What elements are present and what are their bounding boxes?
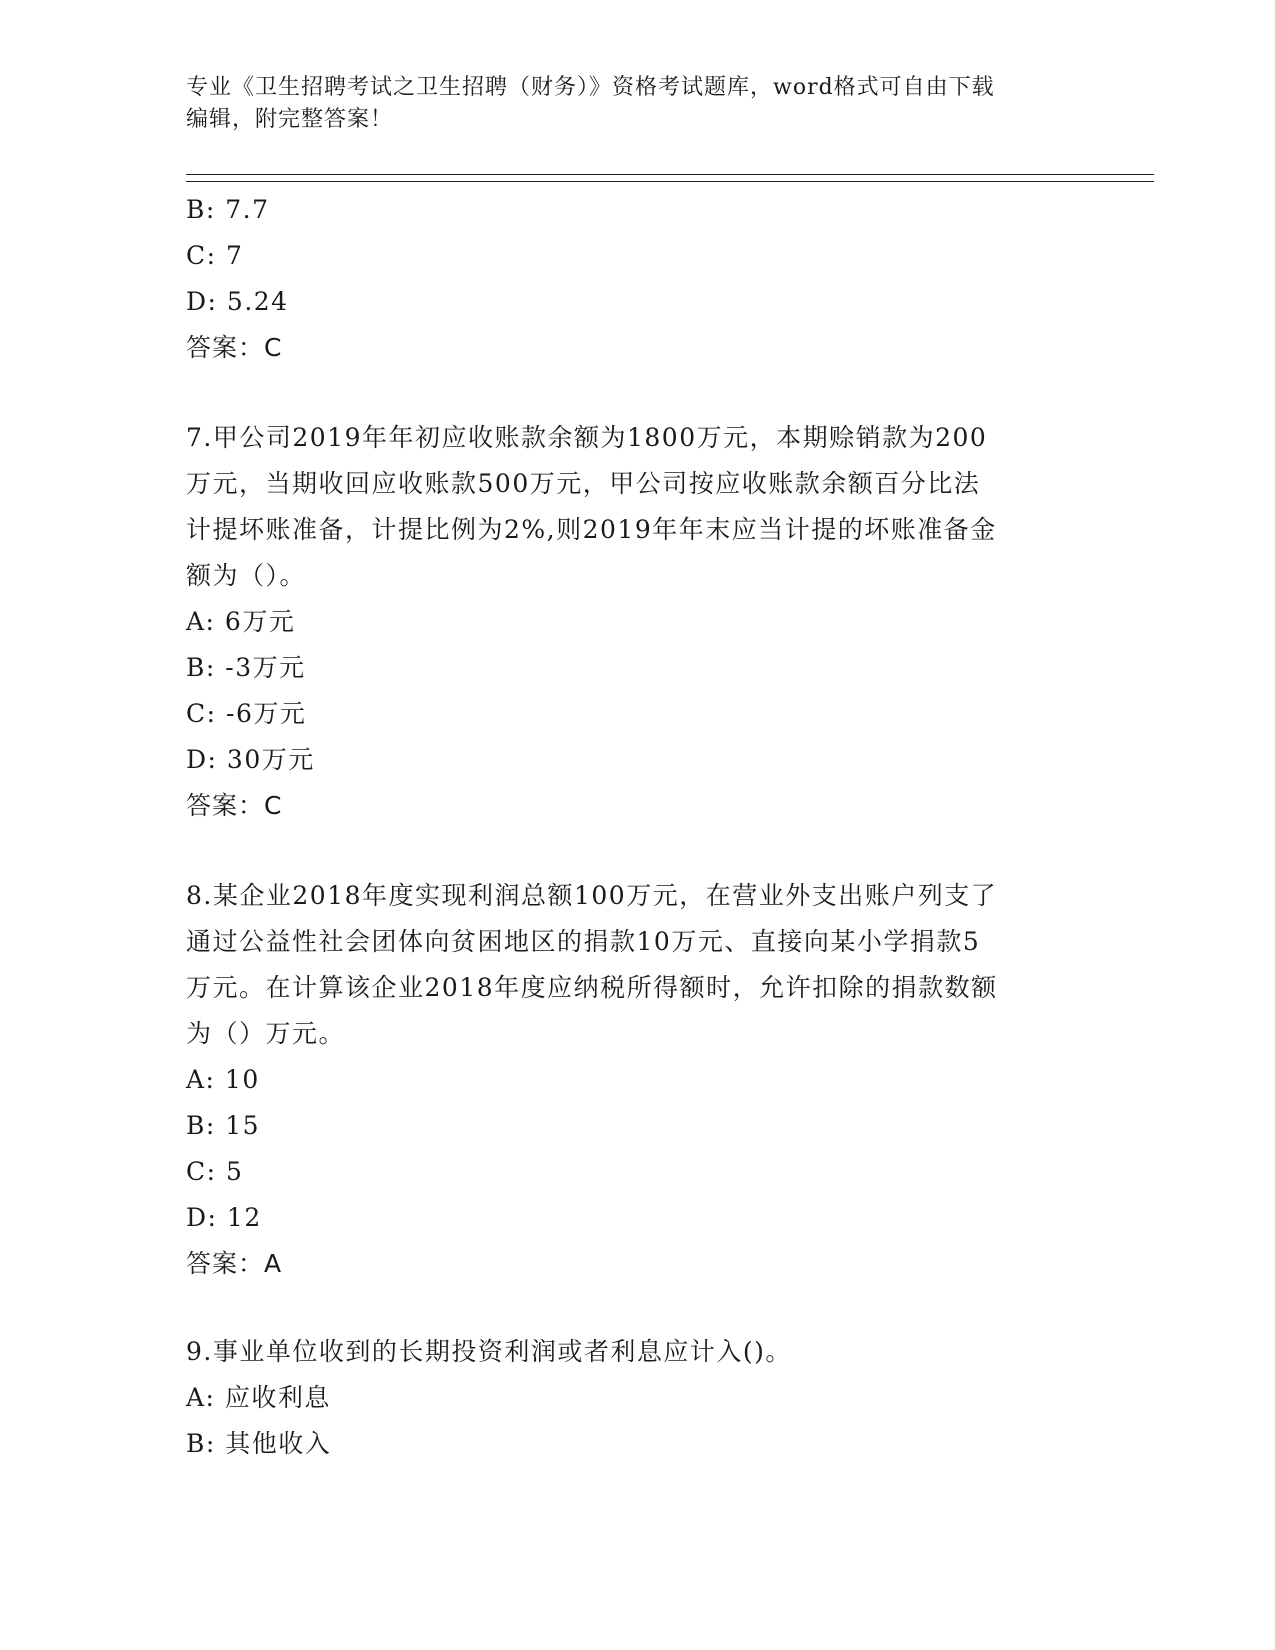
document-header [186, 72, 1066, 136]
option-a: A: 6万元 [186, 607, 296, 636]
option-b: B: 15 [186, 1111, 261, 1140]
option-b: B: 其他收入 [186, 1429, 332, 1458]
question-text-line: 万元，当期收回应收账款500万元，甲公司按应收账款余额百分比法 [186, 469, 981, 498]
question-text-line: 通过公益性社会团体向贫困地区的捐款10万元、直接向某小学捐款5 [186, 927, 981, 956]
question-text-line: 为（）万元。 [186, 1019, 346, 1048]
document-body [186, 187, 1086, 1467]
option-b: B: -3万元 [186, 653, 306, 682]
option-c: C: -6万元 [186, 699, 307, 728]
question-text-line: 计提坏账准备，计提比例为2%,则2019年年末应当计提的坏账准备金 [186, 515, 997, 544]
option-d: D: 5.24 [186, 287, 289, 316]
question-7 [186, 415, 1086, 829]
header-rule-bottom [186, 181, 1154, 182]
header-line-2: 编辑，附完整答案！ [186, 107, 394, 132]
option-a: A: 应收利息 [186, 1383, 331, 1412]
question-text-line: 额为（）。 [186, 561, 307, 590]
option-d: D: 30万元 [186, 745, 315, 774]
header-line-1: 专业《卫生招聘考试之卫生招聘（财务）》资格考试题库，word格式可自由下载 [186, 75, 995, 100]
question-text-line: 9.事业单位收到的长期投资利润或者利息应计入()。 [186, 1337, 792, 1366]
header-rule-top [186, 174, 1154, 175]
question-9 [186, 1329, 1086, 1467]
question-8 [186, 873, 1086, 1287]
question-text-line: 8.某企业2018年度实现利润总额100万元，在营业外支出账户列支了 [186, 881, 998, 910]
previous-question-tail [186, 187, 1086, 371]
option-b: B: 7.7 [186, 195, 270, 224]
answer-line: 答案：C [186, 333, 283, 362]
answer-line: 答案：C [186, 791, 283, 820]
question-text-line: 7.甲公司2019年年初应收账款余额为1800万元，本期赊销款为200 [186, 423, 988, 452]
option-d: D: 12 [186, 1203, 262, 1232]
answer-line: 答案：A [186, 1249, 283, 1278]
option-c: C: 5 [186, 1157, 244, 1186]
option-a: A: 10 [186, 1065, 260, 1094]
question-text-line: 万元。在计算该企业2018年度应纳税所得额时，允许扣除的捐款数额 [186, 973, 998, 1002]
option-c: C: 7 [186, 241, 244, 270]
